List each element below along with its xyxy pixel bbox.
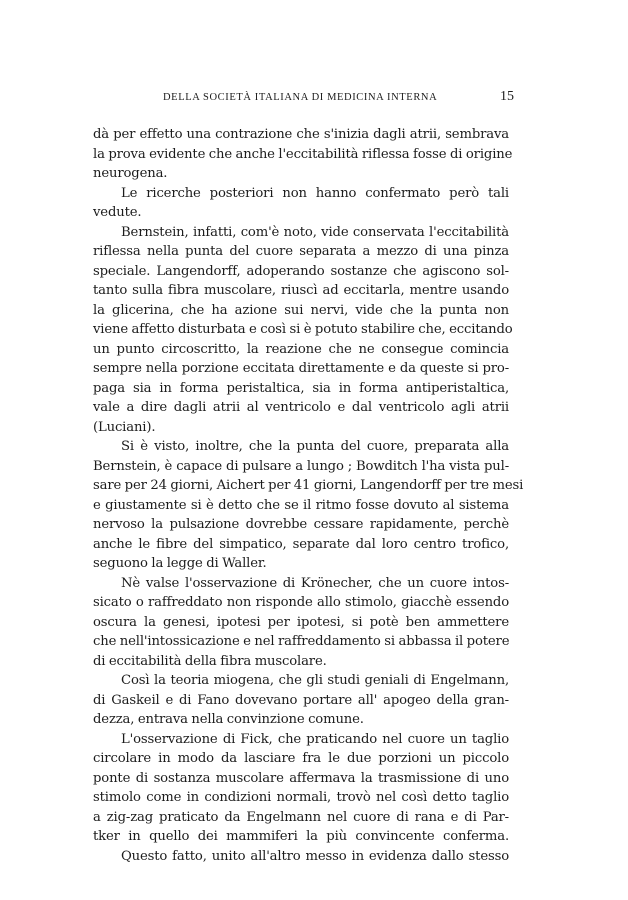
text-line: riflessa nella punta del cuore separata a mezzo di una pinza — [93, 244, 509, 259]
text-line: di Gaskeil e di Fano dovevano portare all' apogeo della gran- — [93, 692, 509, 708]
text-line: circolare in modo da lasciare fra le due porzioni un piccolo — [93, 751, 509, 766]
page-number: 15 — [500, 89, 514, 104]
text-line: dà per effetto una contrazione che s'inizia dagli atrii, sembrava — [93, 127, 509, 142]
text-line: neurogena. — [93, 166, 168, 181]
text-line: dezza, entrava nella convinzione comune. — [93, 712, 364, 727]
text-line: sicato o raffreddato non risponde allo stimolo, giacchè essendo — [93, 595, 509, 610]
text-line: Nè valse l'osservazione di Krönecher, che un cuore intos- — [121, 575, 509, 591]
text-line: speciale. Langendorff, adoperando sostanze che agiscono sol- — [93, 263, 509, 279]
text-line: nervoso la pulsazione dovrebbe cessare rapidamente, perchè — [93, 517, 509, 532]
running-title: DELLA SOCIETÀ ITALIANA DI MEDICINA INTERNA — [163, 92, 438, 103]
text-line: oscura la genesi, ipotesi per ipotesi, si potè ben ammettere — [93, 614, 509, 630]
text-line: Così la teoria miogena, che gli studi geniali di Engelmann, — [121, 673, 509, 688]
text-line: Si è visto, inoltre, che la punta del cuore, preparata alla — [121, 439, 509, 454]
text-line: tanto sulla fibra muscolare, riuscì ad eccitarla, mentre usando — [93, 283, 509, 298]
text-line: di eccitabilità della fibra muscolare. — [93, 653, 327, 669]
text-line: Questo fatto, unito all'altro messo in evidenza dallo stesso — [121, 848, 509, 864]
text-line: (Luciani). — [93, 419, 156, 435]
text-line: la glicerina, che ha azione sui nervi, vide che la punta non — [93, 302, 509, 318]
text-line: stimolo come in condizioni normali, trovò nel così detto taglio — [93, 790, 509, 805]
body-text — [93, 125, 524, 866]
text-line: che nell'intossicazione e nel raffreddamento si abbassa il potere — [93, 634, 510, 649]
text-line: sare per 24 giorni, Aichert per 41 giorni, Langendorff per tre mesi — [93, 478, 524, 493]
text-line: seguono la legge di Waller. — [93, 556, 267, 571]
text-line: viene affetto disturbata e così si è potuto stabilire che, eccitando — [93, 322, 513, 337]
text-line: sempre nella porzione eccitata direttamente e da queste si pro- — [93, 361, 509, 376]
text-line: Le ricerche posteriori non hanno confermato però tali — [121, 185, 509, 201]
text-line: anche le fibre del simpatico, separate dal loro centro trofico, — [93, 536, 509, 552]
text-line: vale a dire dagli atrii al ventricolo e dal ventricolo agli atrii — [93, 400, 509, 415]
text-line: tker in quello dei mammiferi la più convincente conferma. — [93, 829, 509, 844]
text-line: un punto circoscritto, la reazione che ne consegue comincia — [93, 341, 509, 357]
text-line: a zig-zag praticato da Engelmann nel cuore di rana e di Par- — [93, 809, 509, 825]
text-line: paga sia in forma peristaltica, sia in forma antiperistaltica, — [93, 380, 509, 396]
page-header — [97, 89, 514, 107]
text-line: Bernstein, infatti, com'è noto, vide conservata l'eccitabilità — [121, 224, 509, 240]
text-line: e giustamente si è detto che se il ritmo fosse dovuto al sistema — [93, 497, 509, 513]
text-line: ponte di sostanza muscolare affermava la trasmissione di uno — [93, 770, 509, 786]
text-line: Bernstein, è capace di pulsare a lungo ; Bowditch l'ha vista pul- — [93, 458, 509, 474]
text-line: vedute. — [93, 205, 142, 220]
text-line: L'osservazione di Fick, che praticando nel cuore un taglio — [121, 731, 509, 747]
text-line: la prova evidente che anche l'eccitabilità riflessa fosse di origine — [93, 146, 513, 162]
